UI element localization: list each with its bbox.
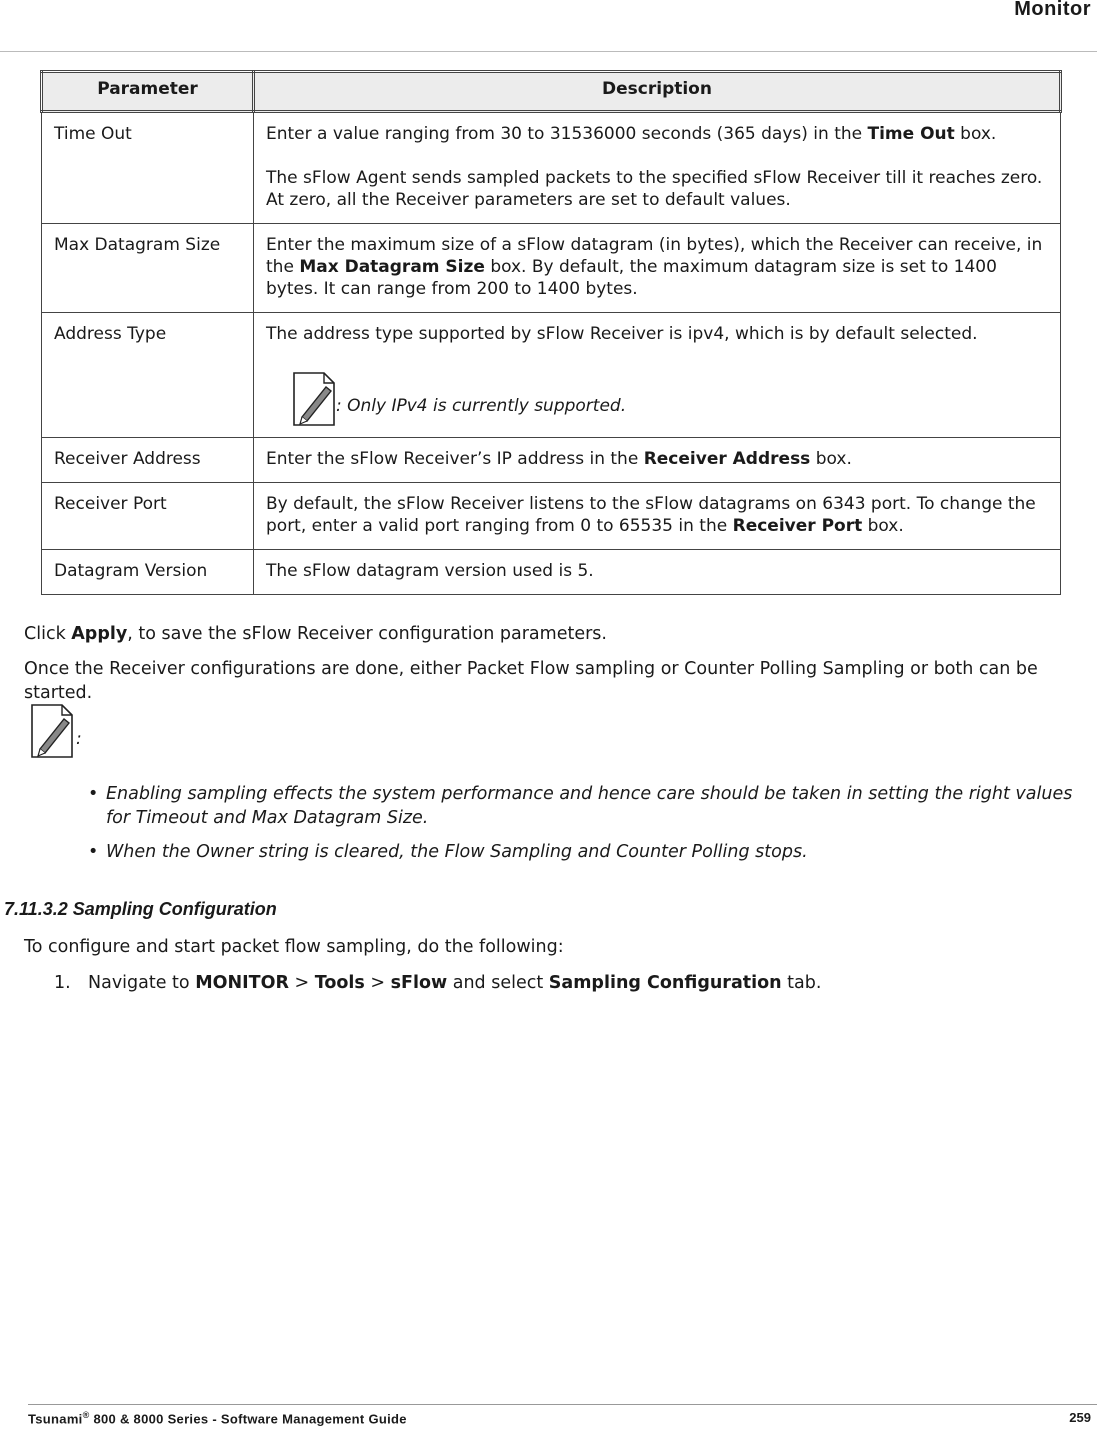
apply-instruction: Click Apply, to save the sFlow Receiver configuration parameters. [24, 624, 607, 644]
description-cell: Enter the sFlow Receiver’s IP address in the Receiver Address box. [254, 438, 1061, 483]
page-number: 259 [1069, 1410, 1091, 1425]
receiver-config-paragraph: Once the Receiver configurations are done, either Packet Flow sampling or Counter Polling Sampling or both can be started. [24, 659, 1038, 703]
description-cell: Enter a value ranging from 30 to 31536000 seconds (365 days) in the Time Out box. The sFlow Agent sends sampled packets to the specified sFlow Receiver till it reaches zero. At zero, all the Receiver parameters are set to default values. [254, 112, 1061, 224]
column-header-description: Description [254, 72, 1061, 112]
table-row [42, 438, 1061, 483]
table-row [42, 483, 1061, 550]
table-row [42, 550, 1061, 595]
column-header-parameter: Parameter [42, 72, 254, 112]
note-pencil-icon [290, 371, 338, 427]
parameter-table [40, 70, 1062, 595]
note-text: : Only IPv4 is currently supported. [336, 396, 627, 416]
note-block [266, 345, 1050, 425]
note-colon: : [76, 729, 82, 749]
note-pencil-icon [28, 703, 76, 759]
description-cell: By default, the sFlow Receiver listens to the sFlow datagrams on 6343 port. To change the port, enter a valid port ranging from 0 to 65535 in the Receiver Port box. [254, 483, 1061, 550]
table-row [42, 112, 1061, 224]
param-cell: Datagram Version [42, 550, 254, 595]
description-cell: The sFlow datagram version used is 5. [254, 550, 1061, 595]
header-divider [0, 51, 1097, 52]
note-bullet-list [88, 782, 1078, 874]
table-row [42, 224, 1061, 313]
list-item: • Enabling sampling effects the system performance and hence care should be taken in setting the right values for Timeout and Max Datagram Size. [88, 782, 1078, 830]
note-block [28, 703, 82, 764]
table-row [42, 313, 1061, 438]
description-cell: Enter the maximum size of a sFlow datagram (in bytes), which the Receiver can receive, in the Max Datagram Size box. By default, the maximum datagram size is set to 1400 bytes. It can range from 200 to 1400 bytes. [254, 224, 1061, 313]
list-item: • When the Owner string is cleared, the Flow Sampling and Counter Polling stops. [88, 840, 1078, 864]
description-cell: The address type supported by sFlow Receiver is ipv4, which is by default selected. : Only IPv4 is currently supported. [254, 313, 1061, 438]
step-1: 1. Navigate to MONITOR > Tools > sFlow and select Sampling Configuration tab. [54, 973, 822, 993]
footer-guide-title: Tsunami® 800 & 8000 Series - Software Management Guide [28, 1410, 407, 1427]
param-cell: Receiver Port [42, 483, 254, 550]
section-heading: 7.11.3.2 Sampling Configuration [4, 899, 277, 919]
footer-divider [28, 1404, 1097, 1405]
param-cell: Time Out [42, 112, 254, 224]
param-cell: Receiver Address [42, 438, 254, 483]
section-intro: To configure and start packet flow sampling, do the following: [24, 937, 564, 957]
param-cell: Max Datagram Size [42, 224, 254, 313]
param-cell: Address Type [42, 313, 254, 438]
page-header-title: Monitor [1014, 0, 1091, 20]
